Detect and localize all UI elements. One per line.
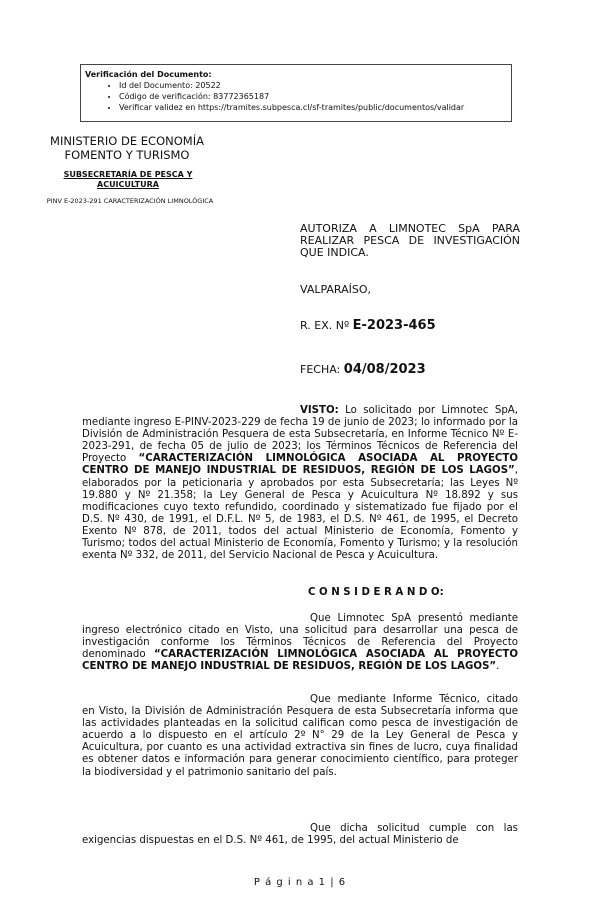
verification-url[interactable]: • Verificar validez en https://tramites.subpesca.cl/sf-tramites/public/documentos/validar — [119, 102, 507, 113]
verification-box — [80, 64, 512, 122]
visto-project-name: “CARACTERIZACIÓN LIMNOLÓGICA ASOCIADA AL PROYECTO CENTRO DE MANEJO INDUSTRIAL DE RESIDUOS, REGIÓN DE LOS LAGOS” — [82, 453, 519, 477]
visto-label: VISTO: — [300, 405, 339, 416]
resolution-place: VALPARAÍSO, — [300, 283, 372, 296]
subsecretaria-name: SUBSECRETARÍA DE PESCA Y ACUICULTURA — [63, 170, 193, 189]
date-value: 04/08/2023 — [343, 362, 426, 377]
considerando-paragraph-2 — [82, 694, 518, 779]
considerando-1-project: “CARACTERIZACIÓN LIMNOLÓGICA ASOCIADA AL PROYECTO CENTRO DE MANEJO INDUSTRIAL DE RESIDUOS, REGIÓN DE LOS LAGOS” — [82, 649, 519, 673]
visto-section — [82, 405, 518, 562]
resolution-subject: AUTORIZA A LIMNOTEC SpA PARA REALIZAR PESCA DE INVESTIGACIÓN QUE INDICA. — [300, 222, 520, 259]
ministry-line1: MINISTERIO DE ECONOMÍA — [50, 134, 204, 148]
rex-number: E-2023-465 — [352, 318, 436, 333]
resolution-date — [300, 364, 426, 376]
rex-label: R. EX. Nº — [300, 319, 350, 332]
considerando-1-end: . — [496, 661, 500, 673]
visto-text-1: Lo solicitado por Limnotec SpA, mediante ingreso E-PINV-2023-229 de fecha 19 de junio de 2023; lo informado por la División de Administración Pesquera de esta Subsecretaría, en Informe Técnico Nº E-2023-291, de fecha 05 de julio de 2023; los Términos Técnicos de Referencia del Proyecto — [82, 405, 518, 465]
verification-title: Verificación del Documento: — [85, 70, 212, 79]
ministry-name — [32, 134, 222, 162]
considerando-paragraph-3 — [82, 823, 518, 847]
pinv-reference: PINV E-2023-291 CARACTERIZACIÓN LIMNOLÓGICA — [46, 197, 214, 205]
ministry-line2: FOMENTO Y TURISMO — [64, 148, 190, 162]
date-label: FECHA: — [300, 363, 341, 376]
visto-text-2: , elaborados por la peticionaria y aprobados por esta Subsecretaría; las Leyes Nº 19.880 y Nº 21.358; la Ley General de Pesca y Acuicultura Nº 18.892 y sus modificaciones cuyo texto refundido, coordinado y sistematizado fue fijado por el D.S. Nº 430, de 1991, el D.F.L. Nº 5, de 1983, el D.S. Nº 461, de 1995, el Decreto Exento Nº 878, de 2011, todos del actual Ministerio de Economía, Fomento y Turismo; todos del actual Ministerio de Economía, Fomento y Turismo; y la resolución exenta Nº 332, de 2011, del Servicio Nacional de Pesca y Acuicultura. — [82, 465, 518, 562]
considerando-3-text: Que dicha solicitud cumple con las exigencias dispuestas en el D.S. Nº 461, de 1995, del actual Ministerio de — [82, 823, 518, 847]
considerando-2-text: Que mediante Informe Técnico, citado en Visto, la División de Administración Pesquera de esta Subsecretaría informa que las actividades planteadas en la solicitud califican como pesca de investigación de acuerdo a lo dispuesto en el artículo 2º N° 29 de la Ley General de Pesca y Acuicultura, por cuanto es una actividad extractiva sin fines de lucro, cuya finalidad es obtener datos e información para generar conocimiento científico, para proteger la biodiversidad y el patrimonio sanitario del país. — [82, 694, 518, 778]
considerando-1-text: Que Limnotec SpA presentó mediante ingreso electrónico citado en Visto, una solicitud para desarrollar una pesca de investigación conforme los Términos Técnicos de Referencia del Proyecto denominado — [82, 613, 518, 661]
page-number: P á g i n a 1 | 6 — [253, 877, 347, 888]
document-id: • Id del Documento: 20522 — [119, 80, 507, 91]
considerando-paragraph-1 — [82, 613, 518, 673]
verification-list — [85, 80, 507, 113]
considerando-heading: C O N S I D E R A N D O: — [308, 587, 444, 598]
resolution-number — [300, 320, 436, 332]
verification-code: • Código de verificación: 83772365187 — [119, 91, 507, 102]
